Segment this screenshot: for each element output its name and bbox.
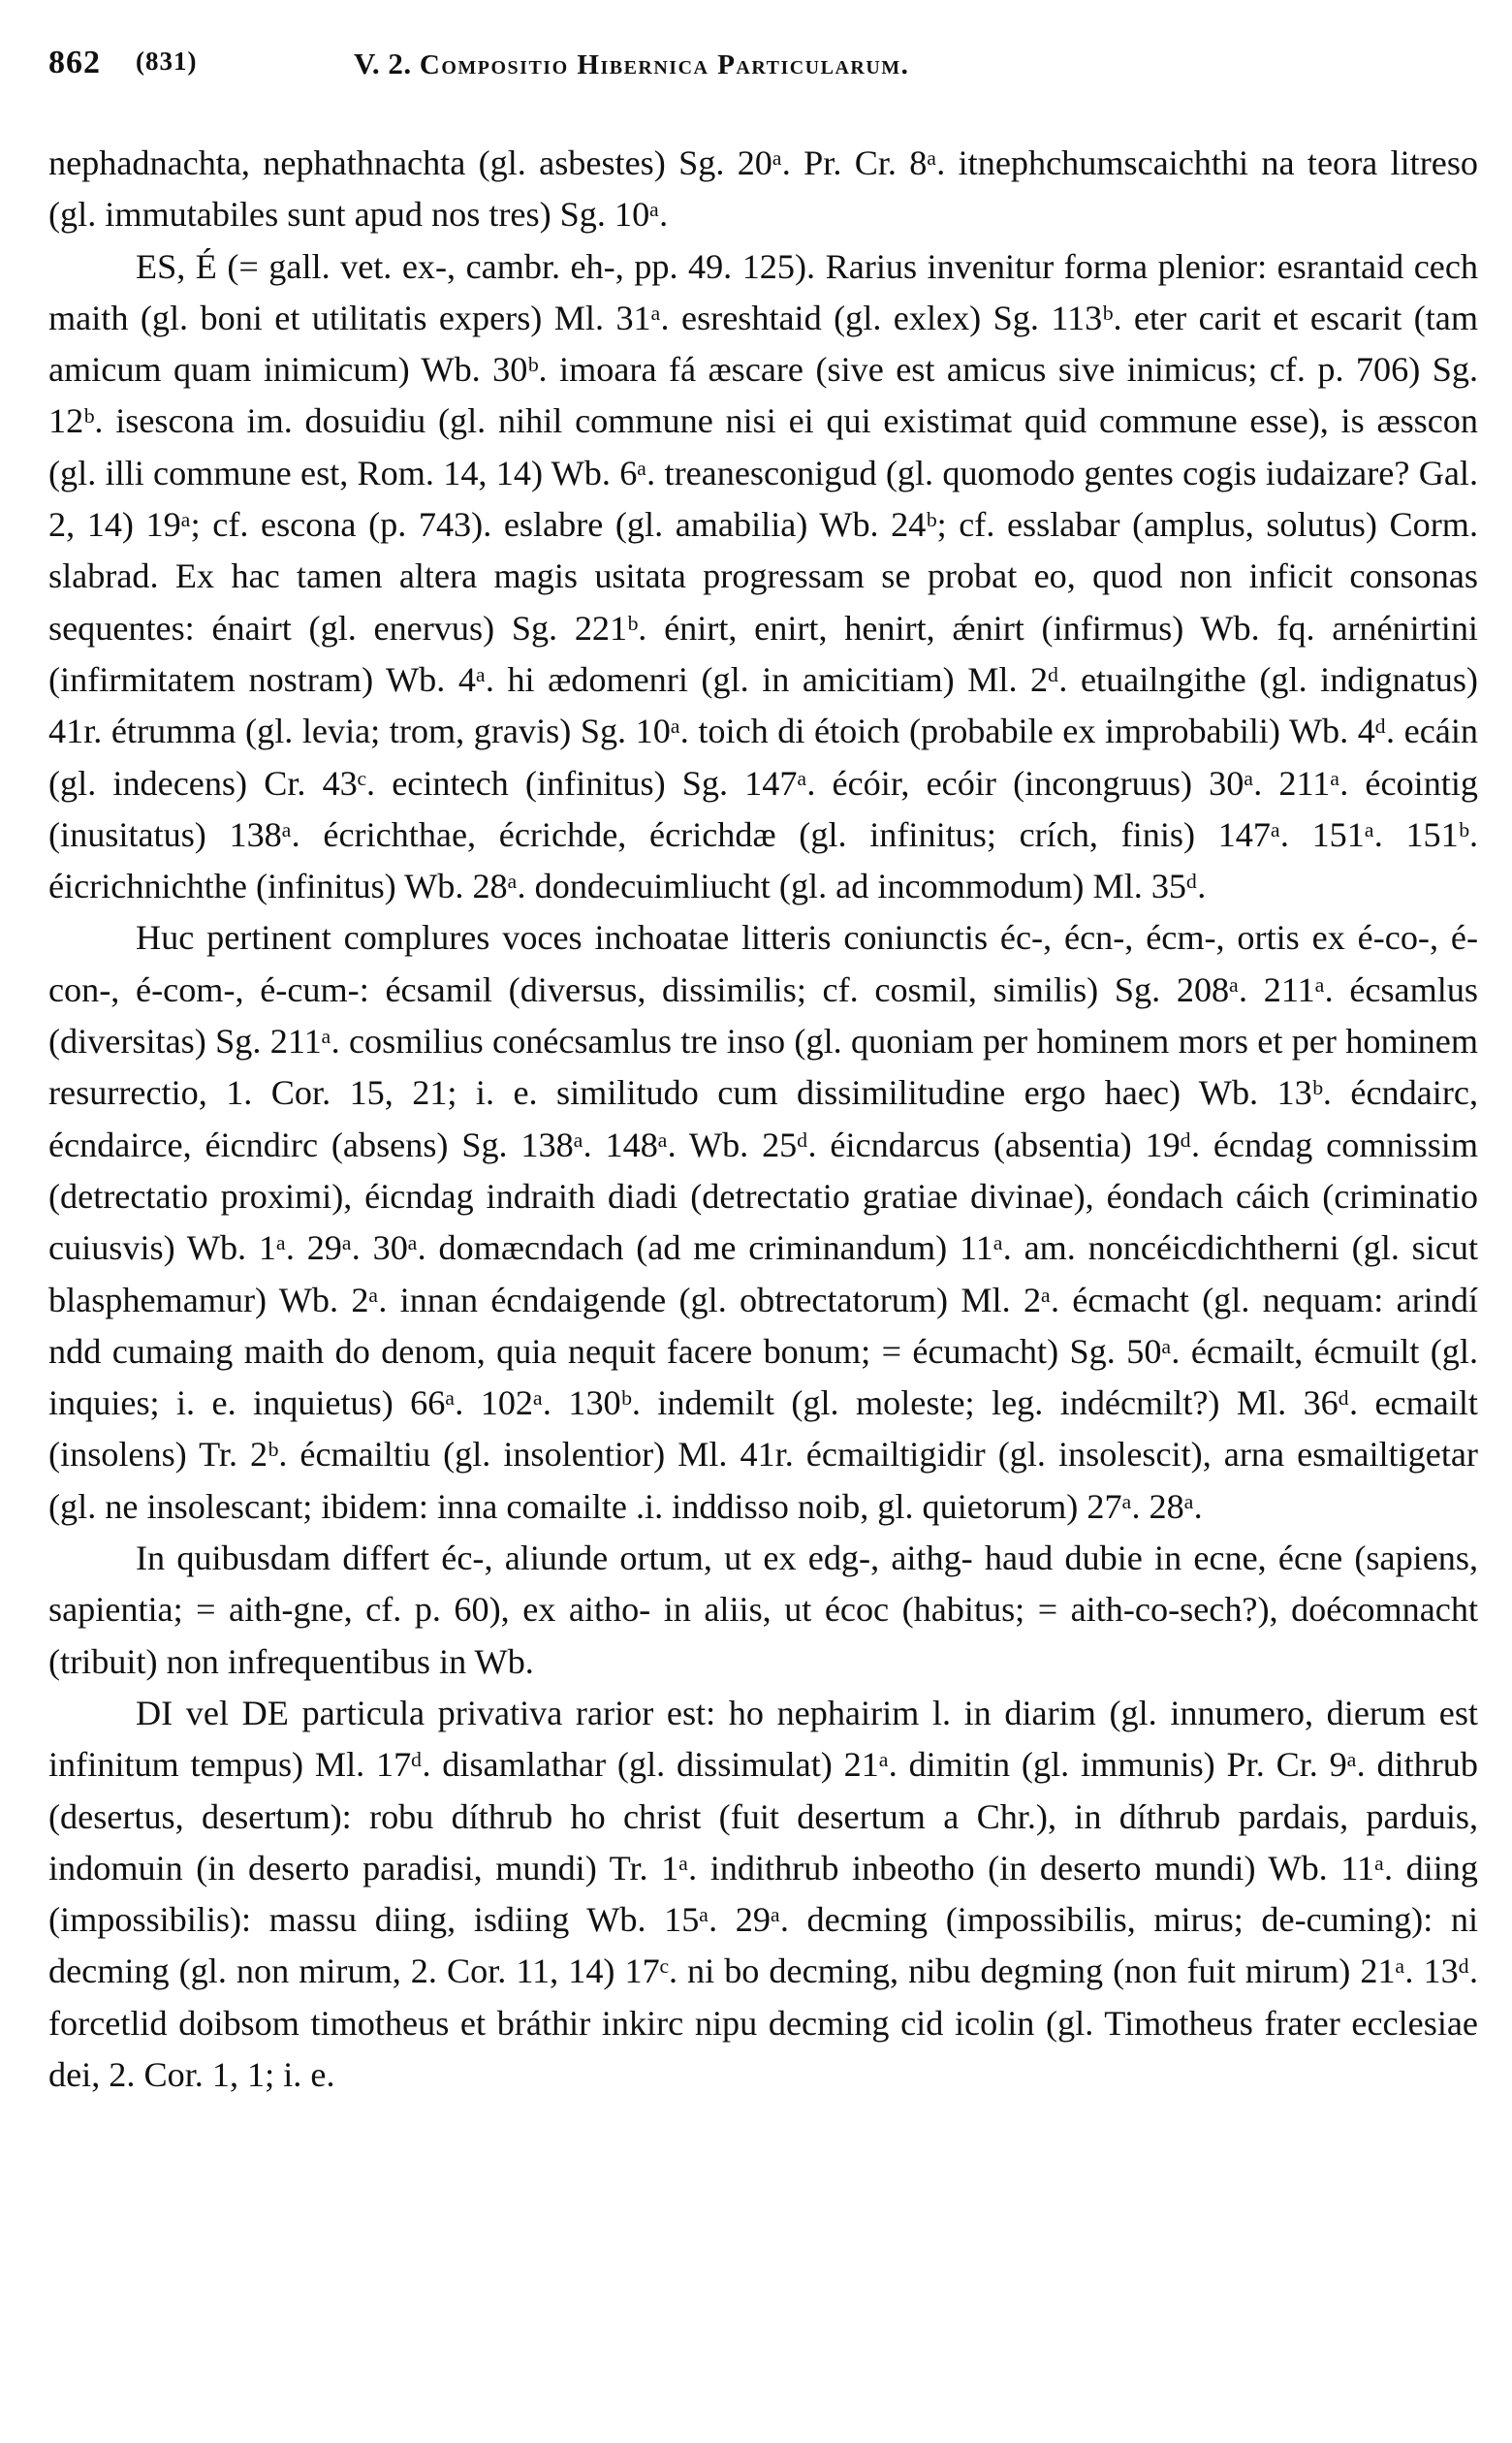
paragraph-di-vel-de: DI vel DE particula privativa rarior est: ho nephairim l. in diarim (gl. innumero, dierum est infinitum tempus) Ml. 17ᵈ. disamlathar (gl. dissimulat) 21ᵃ. dimitin (gl. immunis) Pr. Cr. 9ᵃ. dithrub (desertus, desertum): robu díthrub ho christ (fuit desertum a Chr.), in díthrub pardais, parduis, indomuin (in deserto paradisi, mundi) Tr. 1ᵃ. indithrub inbeotho (in deserto mundi) Wb. 11ᵃ. diing (impossibilis): massu diing, isdiing Wb. 15ᵃ. 29ᵃ. decming (impossibilis, mirus; de-cuming): ni decming (gl. non mirum, 2. Cor. 11, 14) 17ᶜ. ni bo decming, nibu degming (non fuit mirum) 21ᵃ. 13ᵈ. forcetlid doibsom timotheus et bráthir inkirc nipu decming cid icolin (gl. Timotheus frater ecclesiae dei, 2. Cor. 1, 1; i. e.	[48, 1693, 1478, 2094]
running-title	[354, 47, 909, 81]
paragraph-huc-pertinent: Huc pertinent complures voces inchoatae litteris coniunctis éc-, écn-, écm-, ortis ex é-co-, é-con-, é-com-, é-cum-: écsamil (diversus, dissimilis; cf. cosmil, similis) Sg. 208ᵃ. 211ᵃ. écsamlus (diversitas) Sg. 211ᵃ. cosmilius conécsamlus tre inso (gl. quoniam per hominem mors et per hominem resurrectio, 1. Cor. 15, 21; i. e. similitudo cum dissimilitudine ergo haec) Wb. 13ᵇ. écndairc, écndairce, éicndirc (absens) Sg. 138ᵃ. 148ᵃ. Wb. 25ᵈ. éicndarcus (absentia) 19ᵈ. écndag comnissim (detrectatio proximi), éicndag indraith diadi (detrectatio gratiae divinae), éondach cáich (criminatio cuiusvis) Wb. 1ᵃ. 29ᵃ. 30ᵃ. domæcndach (ad me criminandum) 11ᵃ. am. noncéicdichtherni (gl. sicut blasphemamur) Wb. 2ᵃ. innan écndaigende (gl. obtrectatorum) Ml. 2ᵃ. écmacht (gl. nequam: arindí ndd cumaing maith do denom, quia nequit facere bonum; = écumacht) Sg. 50ᵃ. écmailt, écmuilt (gl. inquies; i. e. inquietus) 66ᵃ. 102ᵃ. 130ᵇ. indemilt (gl. moleste; leg. indécmilt?) Ml. 36ᵈ. ecmailt (insolens) Tr. 2ᵇ. écmailtiu (gl. insolentior) Ml. 41r. écmailtigidir (gl. insolescit), arna esmailtigetar (gl. ne insolescant; ibidem: inna comailte .i. inddisso noib, gl. quietorum) 27ᵃ. 28ᵃ.	[48, 918, 1478, 1526]
paragraph-in-quibusdam: In quibusdam differt éc-, aliunde ortum, ut ex edg-, aithg- haud dubie in ecne, écne (sapiens, sapientia; = aith-gne, cf. p. 60), ex aitho- in aliis, ut écoc (habitus; = aith-co-sech?), doécomnacht (tribuit) non infrequentibus in Wb.	[48, 1539, 1478, 1681]
original-page-number: (831)	[136, 47, 198, 76]
running-head	[48, 39, 1478, 97]
page-number: 862	[48, 45, 101, 80]
running-title-prefix: V. 2.	[354, 47, 420, 80]
paragraph-es: ES, É (= gall. vet. ex-, cambr. eh-, pp. 49. 125). Rarius invenitur forma plenior: esrantaid cech maith (gl. boni et utilitatis expers) Ml. 31ᵃ. esreshtaid (gl. exlex) Sg. 113ᵇ. eter carit et escarit (tam amicum quam inimicum) Wb. 30ᵇ. imoara fá æscare (sive est amicus sive inimicus; cf. p. 706) Sg. 12ᵇ. isescona im. dosuidiu (gl. nihil commune nisi ei qui existimat quid commune esse), is æsscon (gl. illi commune est, Rom. 14, 14) Wb. 6ᵃ. treanesconigud (gl. quomodo gentes cogis iudaizare? Gal. 2, 14) 19ᵃ; cf. escona (p. 743). eslabre (gl. amabilia) Wb. 24ᵇ; cf. esslabar (amplus, solutus) Corm. slabrad. Ex hac tamen altera magis usitata progressam se probat eo, quod non inficit consonas sequentes: énairt (gl. enervus) Sg. 221ᵇ. énirt, enirt, henirt, ǽnirt (infirmus) Wb. fq. arnénirtini (infirmitatem nostram) Wb. 4ᵃ. hi ædomenri (gl. in amicitiam) Ml. 2ᵈ. etuailngithe (gl. indignatus) 41r. étrumma (gl. levia; trom, gravis) Sg. 10ᵃ. toich di étoich (probabile ex improbabili) Wb. 4ᵈ. ecáin (gl. indecens) Cr. 43ᶜ. ecintech (infinitus) Sg. 147ᵃ. écóir, ecóir (incongruus) 30ᵃ. 211ᵃ. écointig (inusitatus) 138ᵃ. écrichthae, écrichde, écrichdæ (gl. infinitus; crích, finis) 147ᵃ. 151ᵃ. 151ᵇ. éicrichnichthe (infinitus) Wb. 28ᵃ. dondecuimliucht (gl. ad incommodum) Ml. 35ᵈ.	[48, 246, 1478, 906]
body-text	[48, 138, 1478, 2101]
document-page	[48, 39, 1478, 2414]
paragraph-continuation: nephadnachta, nephathnachta (gl. asbestes) Sg. 20ᵃ. Pr. Cr. 8ᵃ. itnephchumscaichthi na teora litreso (gl. immutabiles sunt apud nos tres) Sg. 10ᵃ.	[48, 143, 1478, 235]
running-title-text: Compositio Hibernica Particularum.	[419, 49, 910, 80]
